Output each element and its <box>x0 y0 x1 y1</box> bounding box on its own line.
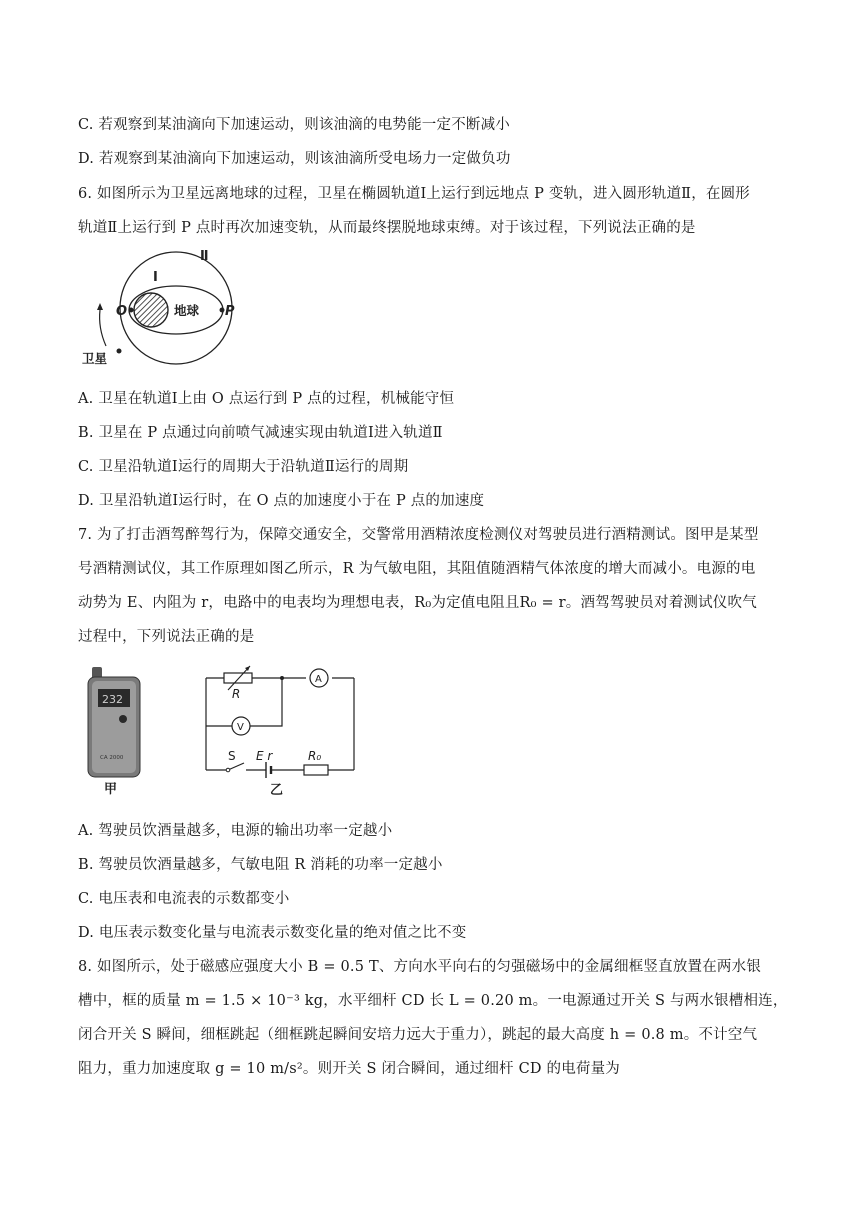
option-7d: D. 电压表示数变化量与电流表示数变化量的绝对值之比不变 <box>78 925 467 941</box>
question-7-stem-line2: 号酒精测试仪，其工作原理如图乙所示，R 为气敏电阻，其阻值随酒精气体浓度的增大而减小。电源的电 <box>78 561 756 577</box>
label-satellite: 卫星 <box>82 351 108 366</box>
question-8-stem-line4: 阻力，重力加速度取 g = 10 m/s²。则开关 S 闭合瞬间，通过细杆 CD 的电荷量为 <box>78 1061 620 1077</box>
label-earth: 地球 <box>174 303 200 318</box>
point-p <box>220 308 225 313</box>
label-orbit-2: Ⅱ <box>200 249 209 264</box>
label-p: P <box>225 304 235 319</box>
option-6c: C. 卫星沿轨道Ⅰ运行的周期大于沿轨道Ⅱ运行的周期 <box>78 459 409 475</box>
question-8-stem-line2: 槽中，框的质量 m = 1.5 × 10⁻³ kg，水平细杆 CD 长 L = 0.20 m。一电源通过开关 S 与两水银槽相连， <box>78 993 788 1009</box>
question-6-stem-line1: 6. 如图所示为卫星远离地球的过程，卫星在椭圆轨道Ⅰ上运行到远地点 P 变轨，进入圆形轨道Ⅱ，在圆形 <box>78 186 750 202</box>
earth-circle <box>134 293 168 327</box>
question-7-stem-line4: 过程中，下列说法正确的是 <box>78 629 255 645</box>
label-orbit-1: Ⅰ <box>153 270 158 285</box>
resistor-r0 <box>304 765 328 775</box>
question-8-stem-line1: 8. 如图所示，处于磁感应强度大小 B = 0.5 T、方向水平向右的匀强磁场中的金属细框竖直放置在两水银 <box>78 959 762 975</box>
option-7c: C. 电压表和电流表的示数都变小 <box>78 891 290 907</box>
figure-label-jia: 甲 <box>104 782 118 795</box>
label-s: S <box>228 749 236 763</box>
option-6b: B. 卫星在 P 点通过向前喷气减速实现由轨道Ⅰ进入轨道Ⅱ <box>78 425 443 441</box>
label-v: V <box>237 722 244 733</box>
label-o: O <box>116 304 128 319</box>
resistor-r <box>224 673 252 683</box>
option-7b: B. 驾驶员饮酒量越多，气敏电阻 R 消耗的功率一定越小 <box>78 857 443 873</box>
label-r0: R₀ <box>308 749 322 763</box>
question-8-stem-line3: 闭合开关 S 瞬间，细框跳起（细框跳起瞬间安培力远大于重力），跳起的最大高度 h = 0.8 m。不计空气 <box>78 1027 758 1043</box>
option-6a: A. 卫星在轨道Ⅰ上由 O 点运行到 P 点的过程，机械能守恒 <box>78 391 455 407</box>
option-6d: D. 卫星沿轨道Ⅰ运行时，在 O 点的加速度小于在 P 点的加速度 <box>78 493 485 509</box>
orbit-figure <box>78 248 248 373</box>
device-screen-value: 232 <box>102 693 123 706</box>
breathalyzer-figure <box>78 665 168 795</box>
option-7a: A. 驾驶员饮酒量越多，电源的输出功率一定越小 <box>78 823 393 839</box>
question-6-stem-line2: 轨道Ⅱ上运行到 P 点时再次加速变轨，从而最终摆脱地球束缚。对于该过程，下列说法正确的是 <box>78 220 696 236</box>
motion-arrow <box>100 310 106 346</box>
figure-label-yi: 乙 <box>270 783 284 798</box>
point-o <box>129 308 134 313</box>
device-button <box>119 715 127 723</box>
option-5c: C. 若观察到某油滴向下加速运动，则该油滴的电势能一定不断减小 <box>78 117 510 133</box>
device-model: CA 2000 <box>100 755 124 761</box>
satellite-dot <box>117 349 122 354</box>
label-a: A <box>315 674 322 685</box>
question-7-stem-line1: 7. 为了打击酒驾醉驾行为，保障交通安全，交警常用酒精浓度检测仪对驾驶员进行酒精测试。图甲是某型 <box>78 527 759 543</box>
option-5d: D. 若观察到某油滴向下加速运动，则该油滴所受电场力一定做负功 <box>78 151 511 167</box>
question-7-stem-line3: 动势为 E、内阻为 r，电路中的电表均为理想电表，R₀为定值电阻且R₀ = r。酒驾驾驶员对着测试仪吹气 <box>78 595 757 611</box>
switch-s <box>228 763 244 770</box>
label-er: E r <box>256 749 273 763</box>
circuit-figure <box>198 662 368 798</box>
label-r: R <box>232 687 241 701</box>
